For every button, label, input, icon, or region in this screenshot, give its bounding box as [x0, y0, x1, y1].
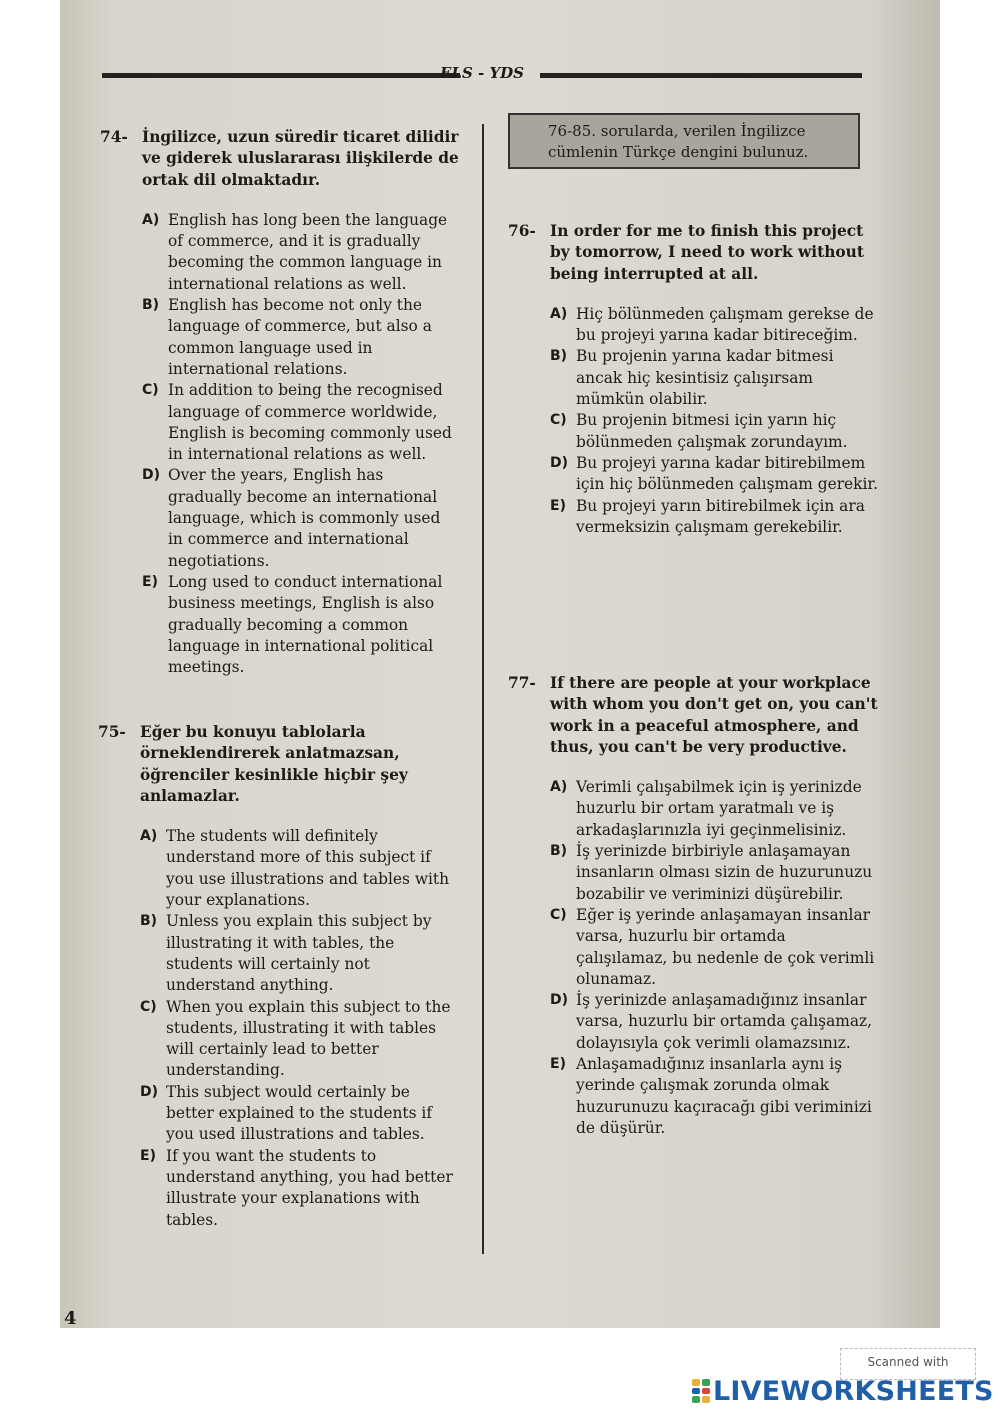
- option-e[interactable]: E) Bu projeyi yarın bitirebilmek için ara vermeksizin çalışmam gerekebilir.: [550, 496, 865, 536]
- options-list: [100, 210, 460, 679]
- options-list: [508, 304, 878, 538]
- question-76: [508, 221, 878, 538]
- question-stem: İngilizce, uzun süredir ticaret dilidir ve giderek uluslararası ilişkilerde de ortak dil olmaktadır.: [142, 128, 459, 189]
- option-c[interactable]: C) In addition to being the recognised language of commerce worldwide, English is becoming commonly used in international relations as well.: [142, 381, 452, 464]
- page-number: 4: [64, 1308, 77, 1329]
- options-list: [508, 777, 878, 1139]
- option-a[interactable]: A) Verimli çalışabilmek için iş yerinizde huzurlu bir ortam yaratmalı ve iş arkadaşlarınızla iyi geçinmelisiniz.: [550, 778, 862, 839]
- header-rule-left: [102, 73, 460, 78]
- question-number: 75-: [98, 723, 126, 741]
- question-74: [100, 127, 460, 678]
- option-a[interactable]: A) Hiç bölünmeden çalışmam gerekse de bu projeyi yarına kadar bitireceğim.: [550, 304, 874, 345]
- question-stem: If there are people at your workplace with whom you don't get on, you can't work in a peaceful atmosphere, and thus, you can't be very productive.: [550, 674, 878, 756]
- option-b[interactable]: B) Bu projenin yarına kadar bitmesi ancak hiç kesintisiz çalışırsam mümkün olabilir.: [550, 347, 834, 409]
- question-number: 76-: [508, 222, 536, 240]
- question-number: 77-: [508, 674, 536, 692]
- question-75: [98, 722, 460, 1231]
- header-rule-right: [540, 73, 862, 78]
- scanned-page: [60, 0, 940, 1328]
- option-d[interactable]: D) Bu projeyi yarına kadar bitirebilmem için hiç bölünmeden çalışmam gerekir.: [550, 453, 878, 494]
- liveworksheets-wordmark: LIVEWORKSHEETS: [713, 1375, 994, 1407]
- header-title: ELS - YDS: [439, 64, 525, 82]
- question-stem: In order for me to finish this project by tomorrow, I need to work without being interrupted at all.: [550, 222, 864, 283]
- option-d[interactable]: D) This subject would certainly be better explained to the students if you used illustrations and tables.: [140, 1082, 433, 1144]
- liveworksheets-grid-icon: [692, 1379, 710, 1403]
- liveworksheets-logo[interactable]: [692, 1374, 994, 1408]
- option-c[interactable]: C) Eğer iş yerinde anlaşamayan insanlar varsa, huzurlu bir ortamda çalışılamaz, bu nedenle de çok verimli olunamaz.: [550, 905, 875, 988]
- option-d[interactable]: D) İş yerinizde anlaşamadığınız insanlar varsa, huzurlu bir ortamda çalışamaz, dolayısıyla çok verimli olamazsınız.: [550, 991, 873, 1052]
- option-e[interactable]: E) Long used to conduct international business meetings, English is also gradually becoming a common language in international political meetings.: [142, 572, 443, 677]
- option-e[interactable]: E) Anlaşamadığınız insanlarla aynı iş yerinde çalışmak zorunda olmak huzurunuzu kaçıracağı gibi veriminizi de düşürür.: [550, 1055, 872, 1137]
- option-d[interactable]: D) Over the years, English has gradually become an international language, which is commonly used in commerce and international negotiations.: [142, 466, 441, 570]
- question-number: 74-: [100, 128, 128, 146]
- option-a[interactable]: A) The students will definitely understand more of this subject if you use illustrations and tables with your explanations.: [140, 827, 450, 910]
- option-a[interactable]: A) English has long been the language of commerce, and it is gradually becoming the common language in international relations as well.: [142, 210, 448, 293]
- option-b[interactable]: B) Unless you explain this subject by illustrating it with tables, the students will certainly not understand anything.: [140, 912, 432, 995]
- options-list: [98, 826, 460, 1231]
- question-77: [508, 673, 878, 1139]
- instruction-box: 76-85. sorularda, verilen İngilizce cümlenin Türkçe dengini bulunuz.: [508, 113, 860, 169]
- question-stem: Eğer bu konuyu tablolarla örneklendirerek anlatmazsan, öğrenciler kesinlikle hiçbir şey anlamazlar.: [140, 723, 408, 805]
- column-divider: [482, 124, 484, 1254]
- scanned-with-label: Scanned with: [840, 1348, 976, 1380]
- option-b[interactable]: B) İş yerinizde birbiriyle anlaşamayan insanların olması sizin de huzurunuzu bozabilir ve veriminizi düşürebilir.: [550, 842, 873, 903]
- option-b[interactable]: B) English has become not only the language of commerce, but also a common language used in international relations.: [142, 296, 432, 378]
- option-c[interactable]: C) Bu projenin bitmesi için yarın hiç bölünmeden çalışmak zorundayım.: [550, 411, 848, 451]
- option-e[interactable]: E) If you want the students to understand anything, you had better illustrate your explanations with tables.: [140, 1146, 453, 1229]
- option-c[interactable]: C) When you explain this subject to the students, illustrating it with tables will certainly lead to better understanding.: [140, 997, 451, 1080]
